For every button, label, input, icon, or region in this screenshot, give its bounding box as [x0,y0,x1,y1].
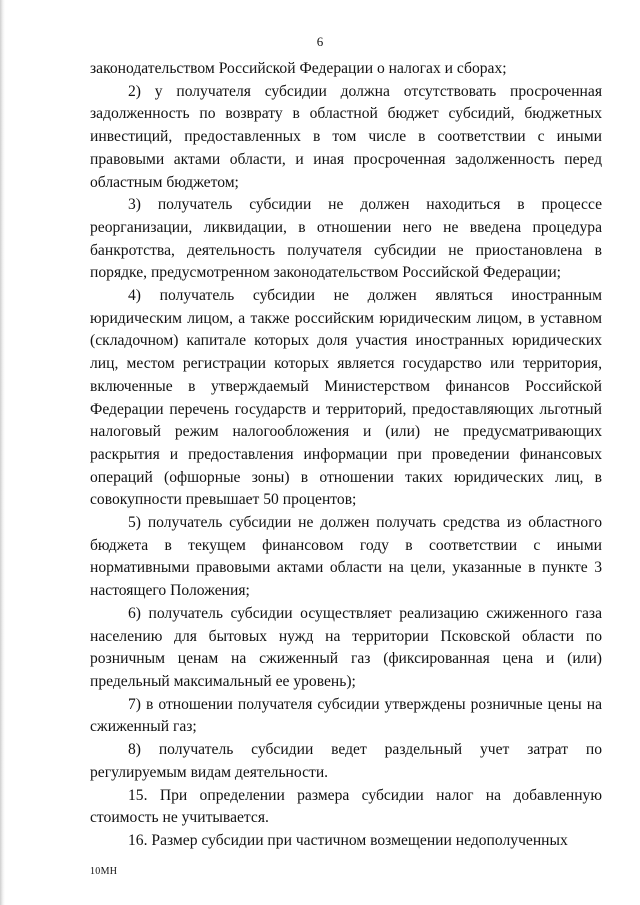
paragraph-item-2: 2) у получателя субсидии должна отсутствовать просроченная задолженность по возврату в областной бюджет субсидий, бюджетных инвестиций, предоставленных в том числе в соответствии с иными правовыми актами области, и иная просроченная задолженность перед областным бюджетом; [90,82,602,191]
scan-edge-shadow [0,0,5,905]
paragraph-item-8: 8) получатель субсидии ведет раздельный учет затрат по регулируемым видам деятельности. [90,741,602,781]
paragraph-clause-15: 15. При определении размера субсидии налог на добавленную стоимость не учитывается. [90,786,602,827]
footer-code: 10МН [90,866,118,877]
page-number: 6 [316,34,324,49]
paragraph-continuation: законодательством Российской Федерации о налогах и сборах; [90,60,507,77]
paragraph-item-5: 5) получатель субсидии не должен получать средства из областного бюджета в текущем финансовом году в соответствии с иными нормативными правовыми актами области на цели, указанные в пункте 3 настоящего Положения; [90,514,602,600]
paragraph-item-4: 4) получатель субсидии не должен являться иностранным юридическим лицом, а также российским юридическим лицом, в уставном (складочном) капитале которых доля участия иностранных юридических лиц, местом регистрации которых является государство или территория, включенные в утверждаемый Министерством финансов Российской Федерации перечень государств и территорий, предоставляющих льготный налоговый режим налогообложения и (или) не предусматривающих раскрытия и предоставления информации при проведении финансовых операций (офшорные зоны) в отношении таких юридических лиц, в совокупности превышает 50 процентов; [90,287,602,509]
document-body [90,58,602,853]
paragraph-item-6: 6) получатель субсидии осуществляет реализацию сжиженного газа населению для бытовых нужд на территории Псковской области по розничным ценам на сжиженный газ (фиксированная цена и (или) предельный максимальный ее уровень); [90,604,602,690]
paragraph-item-7: 7) в отношении получателя субсидии утверждены розничные цены на сжиженный газ; [90,695,602,736]
paragraph-clause-16: 16. Размер субсидии при частичном возмещении недополученных [128,831,568,849]
paragraph-item-3: 3) получатель субсидии не должен находиться в процессе реорганизации, ликвидации, в отношении него не введена процедура банкротства, деятельность получателя субсидии не приостановлена в порядке, предусмотренном законодательством Российской Федерации; [90,196,602,282]
